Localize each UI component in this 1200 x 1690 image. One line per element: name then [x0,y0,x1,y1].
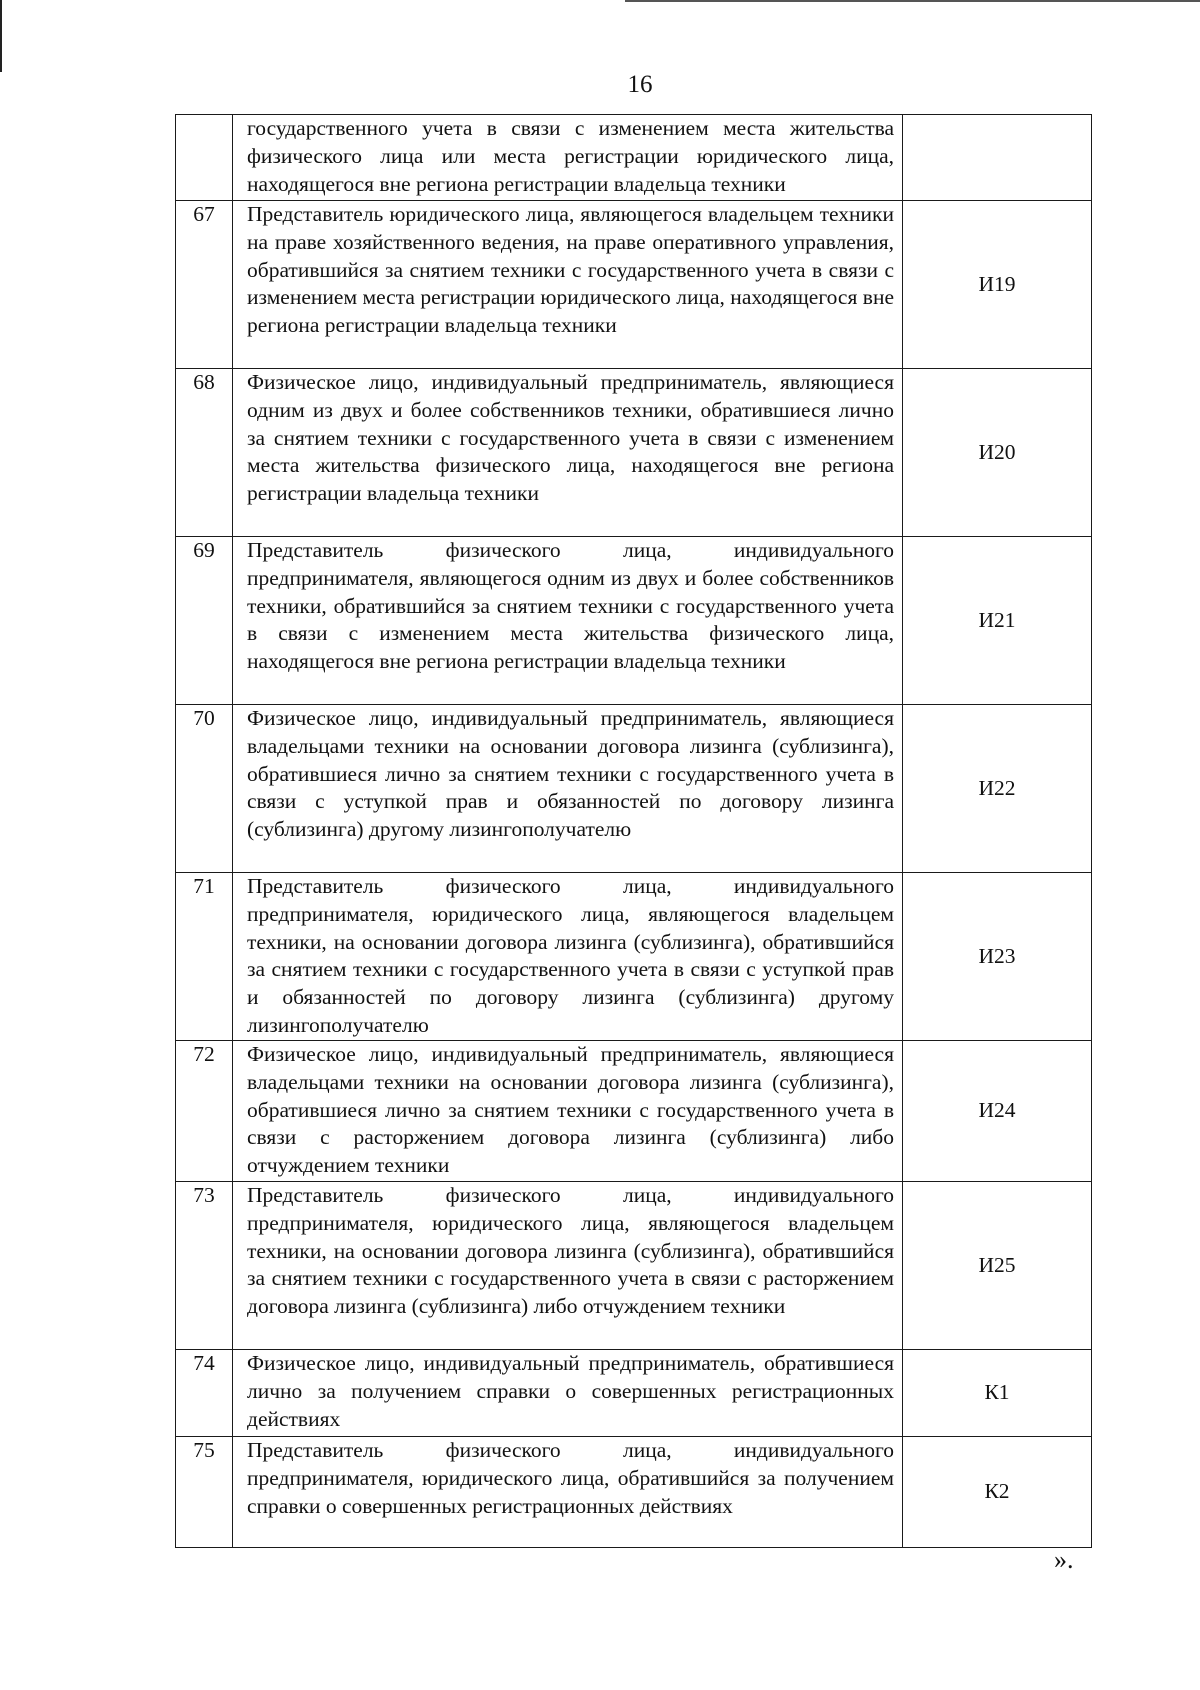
row-number: 75 [176,1437,233,1548]
row-code: И21 [903,537,1092,705]
row-description: Физическое лицо, индивидуальный предприниматель, обратившиеся лично за получением справки о совершенных регистрационных действиях [233,1350,903,1437]
row-description: Представитель физического лица, индивидуального предпринимателя, юридического лица, являющегося владельцем техники, на основании договора лизинга (сублизинга), обратившийся за снятием техники с государственного учета в связи с расторжением договора лизинга (сублизинга) либо отчуждением техники [233,1182,903,1350]
table-row [176,1182,1092,1350]
row-description: государственного учета в связи с изменением места жительства физического лица или места регистрации юридического лица, находящегося вне региона регистрации владельца техники [233,115,903,201]
table-row [176,537,1092,705]
row-code: И20 [903,369,1092,537]
table-row [176,201,1092,369]
table-row [176,115,1092,201]
scan-top-edge-line [625,0,1200,2]
row-number: 69 [176,537,233,705]
page-number: 16 [627,71,653,98]
table-row [176,369,1092,537]
row-description: Представитель физического лица, индивидуального предпринимателя, юридического лица, являющегося владельцем техники, на основании договора лизинга (сублизинга), обратившийся за снятием техники с государственного учета в связи с уступкой прав и обязанностей по договору лизинга (сублизинга) другому лизингополучателю [233,873,903,1041]
row-description: Представитель физического лица, индивидуального предпринимателя, являющегося одним из двух и более собственников техники, обратившийся за снятием техники с государственного учета в связи с изменением места жительства физического лица, находящегося вне региона регистрации владельца техники [233,537,903,705]
row-number: 67 [176,201,233,369]
row-code: И22 [903,705,1092,873]
row-code: К1 [903,1350,1092,1437]
table-row [176,873,1092,1041]
scan-left-edge-line [0,0,2,72]
row-description: Физическое лицо, индивидуальный предприниматель, являющиеся владельцами техники на основании договора лизинга (сублизинга), обратившиеся лично за снятием техники с государственного учета в связи с уступкой прав и обязанностей по договору лизинга (сублизинга) другому лизингополучателю [233,705,903,873]
row-description: Представитель физического лица, индивидуального предпринимателя, юридического лица, обратившийся за получением справки о совершенных регистрационных действиях [233,1437,903,1548]
registration-cases-table [175,114,1092,1548]
row-description: Представитель юридического лица, являющегося владельцем техники на праве хозяйственного ведения, на праве оперативного управления, обратившийся за снятием техники с государственного учета в связи с изменением места регистрации юридического лица, находящегося вне региона регистрации владельца техники [233,201,903,369]
closing-quote-mark: ». [1054,1545,1074,1574]
row-number: 74 [176,1350,233,1437]
table-row [176,1437,1092,1548]
row-code: И25 [903,1182,1092,1350]
row-code: К2 [903,1437,1092,1548]
row-code: И19 [903,201,1092,369]
row-number [176,115,233,201]
row-number: 71 [176,873,233,1041]
row-description: Физическое лицо, индивидуальный предприниматель, являющиеся владельцами техники на основании договора лизинга (сублизинга), обратившиеся лично за снятием техники с государственного учета в связи с расторжением договора лизинга (сублизинга) либо отчуждением техники [233,1041,903,1182]
row-number: 73 [176,1182,233,1350]
row-code: И23 [903,873,1092,1041]
row-code [903,115,1092,201]
table-row [176,1041,1092,1182]
table-row [176,705,1092,873]
row-code: И24 [903,1041,1092,1182]
table-row [176,1350,1092,1437]
row-number: 72 [176,1041,233,1182]
row-number: 68 [176,369,233,537]
row-description: Физическое лицо, индивидуальный предприниматель, являющиеся одним из двух и более собственников техники, обратившиеся лично за снятием техники с государственного учета в связи с изменением места жительства физического лица, находящегося вне региона регистрации владельца техники [233,369,903,537]
row-number: 70 [176,705,233,873]
